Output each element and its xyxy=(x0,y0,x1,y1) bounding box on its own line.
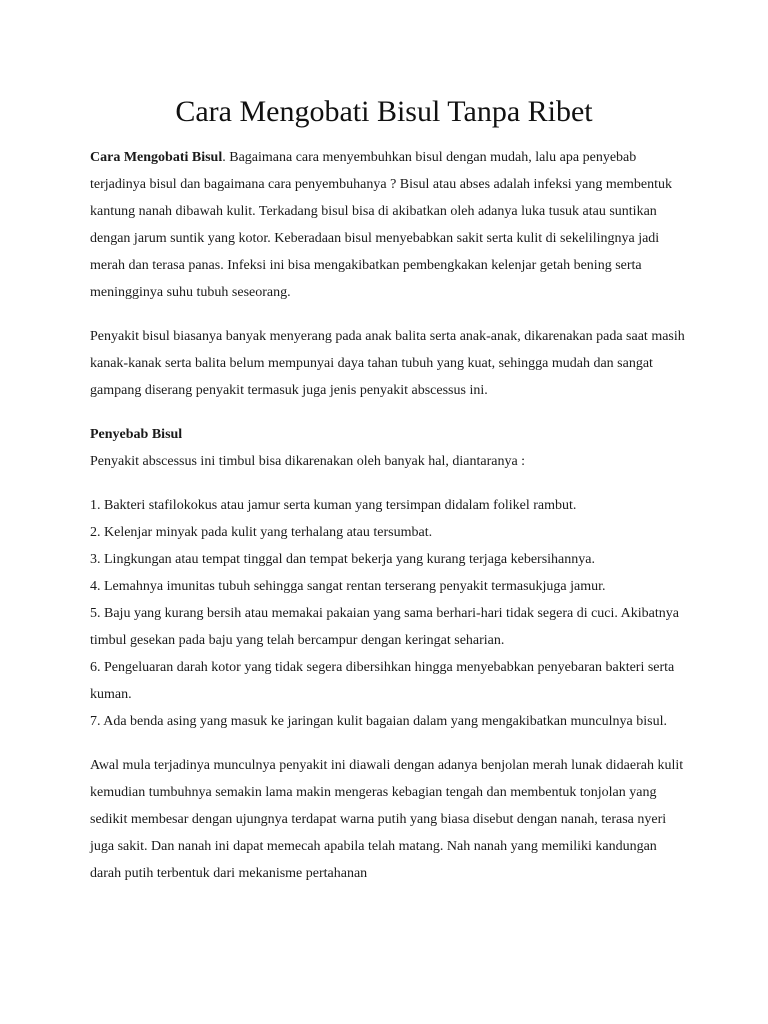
list-item: 7. Ada benda asing yang masuk ke jaringan kulit bagaian dalam yang mengakibatkan munculnya bisul. xyxy=(90,714,667,729)
spacer xyxy=(90,735,690,752)
list-item: 5. Baju yang kurang bersih atau memakai pakaian yang sama berhari-hari tidak segera di cuci. Akibatnya timbul gesekan pada baju yang telah bercampur dengan keringat seharian. xyxy=(90,606,679,648)
section-intro: Penyakit abscessus ini timbul bisa dikarenakan oleh banyak hal, diantaranya : xyxy=(90,454,526,469)
list-item: 4. Lemahnya imunitas tubuh sehingga sangat rentan terserang penyakit termasukjuga jamur. xyxy=(90,579,606,594)
intro-paragraph-text: . Bagaimana cara menyembuhkan bisul dengan mudah, lalu apa penyebab terjadinya bisul dan bagaimana cara penyembuhanya ? Bisul atau abses adalah infeksi yang membentuk kantung nanah dibawah kulit. Terkadang bisul bisa di akibatkan oleh adanya luka tusuk atau suntikan dengan jarum suntik yang kotor. Keberadaan bisul menyebabkan sakit serta kulit di sekelilingnya jadi merah dan terasa panas. Infeksi ini bisa mengakibatkan pembengkakan kelenjar getah bening serta meningginya suhu tubuh seseorang. xyxy=(90,150,672,300)
list-item: 6. Pengeluaran darah kotor yang tidak segera dibersihkan hingga menyebabkan penyebaran bakteri serta kuman. xyxy=(90,660,675,702)
list-item: 1. Bakteri stafilokokus atau jamur serta kuman yang tersimpan didalam folikel rambut. xyxy=(90,498,577,513)
causes-list xyxy=(90,492,690,735)
third-paragraph: Awal mula terjadinya munculnya penyakit ini diawali dengan adanya benjolan merah lunak didaerah kulit kemudian tumbuhnya semakin lama makin mengeras kebagian tengah dan membentuk tonjolan yang sedikit membesar dengan ujungnya terdapat warna putih yang biasa disebut dengan nanah, terasa nyeri juga sakit. Dan nanah ini dapat memecah apabila telah matang. Nah nanah yang memiliki kandungan darah putih terbentuk dari mekanisme pertahanan xyxy=(90,758,684,881)
list-item: 2. Kelenjar minyak pada kulit yang terhalang atau tersumbat. xyxy=(90,525,433,540)
section-heading: Penyebab Bisul xyxy=(90,427,183,442)
second-paragraph: Penyakit bisul biasanya banyak menyerang pada anak balita serta anak-anak, dikarenakan pada saat masih kanak-kanak serta balita belum mempunyai daya tahan tubuh yang kuat, sehingga mudah dan sangat gampang diserang penyakit termasuk juga jenis penyakit abscessus ini. xyxy=(90,329,685,398)
intro-paragraph xyxy=(90,144,690,306)
document-body xyxy=(90,144,690,887)
list-item: 3. Lingkungan atau tempat tinggal dan tempat bekerja yang kurang terjaga kebersihannya. xyxy=(90,552,595,567)
intro-lead-bold: Cara Mengobati Bisul xyxy=(90,150,223,165)
spacer xyxy=(90,475,690,492)
document-title: Cara Mengobati Bisul Tanpa Ribet xyxy=(175,95,593,128)
